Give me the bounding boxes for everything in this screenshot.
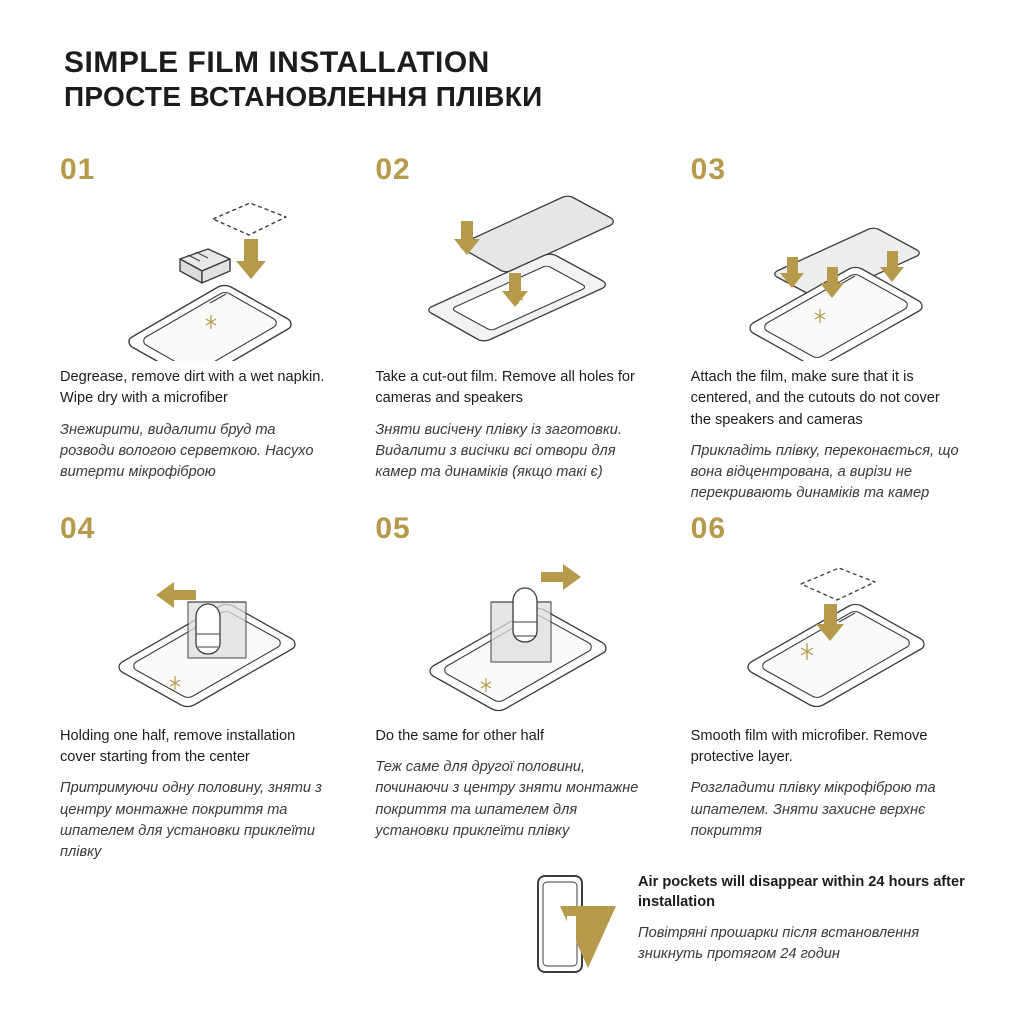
step-text-en: Holding one half, remove installation cover starting from the center [60, 728, 296, 766]
align-film-on-phone-icon [691, 191, 964, 361]
step-number: 04 [60, 512, 96, 546]
step-05 [375, 514, 648, 863]
step-text-uk: Теж саме для другої половини, починаючи з центру зняти монтажне покриття та шпателем для установки приклеїти плівку [375, 759, 639, 839]
napkin-wipe-phone-icon [60, 191, 333, 361]
step-number: 03 [690, 153, 727, 187]
step-03 [691, 155, 964, 504]
step-04 [60, 514, 333, 863]
page-title-uk: ПРОСТЕ ВСТАНОВЛЕННЯ ПЛІВКИ [64, 81, 543, 112]
step-text-en: Smooth film with microfiber. Remove protective layer. [690, 728, 928, 766]
step-text-uk: Притримуючи одну половину, зняти з центру монтажне покриття та шпателем для установки приклеїти плівку [60, 780, 322, 860]
smooth-microfiber-icon [691, 550, 964, 720]
step-06 [691, 514, 964, 863]
header [64, 46, 964, 113]
step-number: 06 [690, 512, 727, 546]
page-title-en: SIMPLE FILM INSTALLATION [64, 46, 490, 79]
step-01 [60, 155, 333, 504]
step-number: 02 [375, 153, 411, 187]
cutout-film-peel-icon [375, 191, 648, 361]
step-text-uk: Знежирити, видалити бруд та розводи вологою серветкою. Насухо витерти мікрофіброю [60, 421, 314, 480]
peel-right-half-icon [375, 550, 648, 720]
peel-left-half-icon [60, 550, 333, 720]
step-text-en: Attach the film, make sure that it is centered, and the cutouts do not cover the speakers and cameras [690, 369, 940, 428]
step-number: 05 [375, 512, 411, 546]
footer-note [520, 872, 970, 982]
step-02 [375, 155, 648, 504]
step-text-uk: Розгладити плівку мікрофіброю та шпателем. Зняти захисне верхнє покриття [690, 780, 936, 839]
step-text-en: Take a cut-out film. Remove all holes for cameras and speakers [375, 369, 635, 407]
step-text-en: Degrease, remove dirt with a wet napkin. Wipe dry with a microfiber [60, 369, 325, 407]
step-text-en: Do the same for other half [375, 728, 545, 745]
footer-note-en: Air pockets will disappear within 24 hours after installation [638, 874, 965, 911]
steps-grid [60, 155, 964, 863]
footer-note-uk: Повітряні прошарки після встановлення зникнуть протягом 24 годин [638, 924, 920, 962]
step-text-uk: Прикладіть плівку, переконається, що вона відцентрована, а вирізи не перекривають динаміків та камер [690, 442, 959, 501]
step-number: 01 [60, 153, 96, 187]
warning-phone-exclamation-icon [520, 872, 620, 982]
step-text-uk: Зняти висічену плівку із заготовки. Видалити з висічки всі отвори для камер та динаміків (якщо такі є) [375, 421, 622, 480]
footer-note-text [638, 872, 970, 965]
